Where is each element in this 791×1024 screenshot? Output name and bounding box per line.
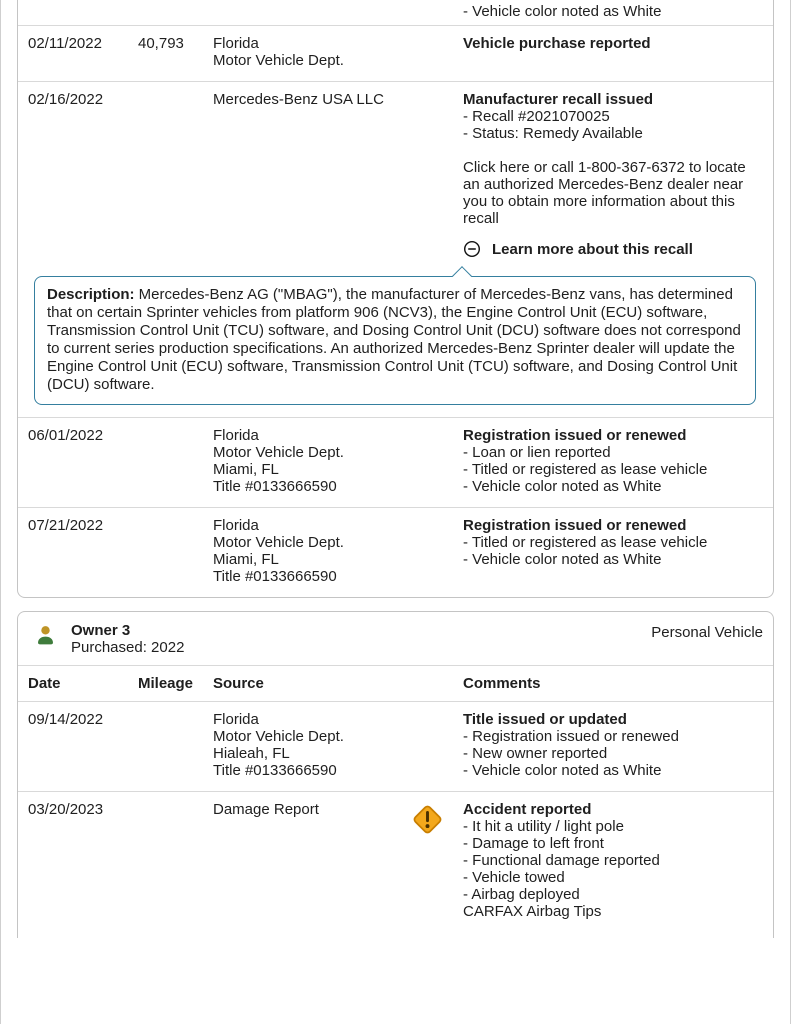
comments-cell: [463, 35, 765, 69]
recall-contact-paragraph: [463, 159, 763, 227]
bubble-caret: [452, 266, 472, 286]
source-cell: [213, 427, 463, 495]
text-line: - Recall #2021070025: [463, 108, 610, 125]
text-line: - Titled or registered as lease vehicle: [463, 461, 708, 478]
text-line: - Functional damage reported: [463, 852, 660, 869]
table-row-title-issued: [18, 702, 773, 792]
text-line: - Vehicle color noted as White: [463, 762, 662, 779]
text-line: Hialeah, FL: [213, 745, 290, 762]
comment-title: Manufacturer recall issued: [463, 91, 654, 108]
text-line: Miami, FL: [213, 551, 279, 568]
vehicle-type-label: Personal Vehicle: [651, 624, 763, 641]
mileage-cell: 40,793: [138, 35, 184, 52]
text-line: - Vehicle towed: [463, 869, 565, 886]
date-cell: 09/14/2022: [28, 711, 104, 728]
table-row-purchase: [18, 26, 773, 82]
date-cell: 02/16/2022: [28, 91, 104, 108]
date-cell: 07/21/2022: [28, 517, 104, 534]
source-cell: [213, 91, 463, 258]
header-mileage: Mileage: [138, 675, 194, 692]
text-line: Damage Report: [213, 801, 319, 818]
airbag-tips-link[interactable]: CARFAX Airbag Tips: [463, 903, 602, 920]
table-row-accident: [18, 792, 773, 938]
comment-details: [463, 534, 765, 568]
text-line: Miami, FL: [213, 461, 279, 478]
text-line: Title #0133666590: [213, 568, 337, 585]
source-cell: [213, 711, 463, 779]
comment-details: [463, 444, 765, 495]
text-line: - Vehicle color noted as White: [463, 478, 662, 495]
mileage-cell: [138, 3, 213, 20]
accident-warning-icon: [410, 802, 445, 837]
date-cell: 06/01/2022: [28, 427, 104, 444]
text-line: Title #0133666590: [213, 762, 337, 779]
table-header-row: [18, 666, 773, 702]
date-cell: 02/11/2022: [28, 35, 102, 52]
comment-title: Vehicle purchase reported: [463, 35, 651, 52]
text-line: - Damage to left front: [463, 835, 604, 852]
header-comments: Comments: [463, 675, 541, 692]
text-line: - It hit a utility / light pole: [463, 818, 624, 835]
owner3-header: [18, 612, 773, 666]
comments-cell: [463, 3, 765, 20]
source-cell: [213, 3, 463, 20]
text-line: Motor Vehicle Dept.: [213, 534, 344, 551]
header-source: Source: [213, 675, 264, 692]
comments-cell: [463, 91, 763, 258]
text-line: Motor Vehicle Dept.: [213, 444, 344, 461]
comment-title: Registration issued or renewed: [463, 427, 687, 444]
mileage-cell: [138, 801, 213, 920]
click-here-link[interactable]: Click here: [463, 159, 530, 176]
recall-description-bubble: [34, 276, 756, 405]
learn-more-label: Learn more about this recall: [492, 240, 693, 258]
text-line: - Vehicle color noted as White: [463, 551, 662, 568]
text-line: - Titled or registered as lease vehicle: [463, 534, 708, 551]
text-line: Florida: [213, 427, 259, 444]
owner-person-icon: [34, 624, 57, 647]
source-cell: [213, 35, 463, 69]
recall-description-bubble-row: [28, 258, 763, 405]
comment-title: Registration issued or renewed: [463, 517, 687, 534]
date-cell: [28, 3, 138, 20]
comment-line: - Vehicle color noted as White: [463, 3, 662, 20]
owner3-labels: [71, 622, 651, 656]
date-cell: 03/20/2023: [28, 801, 104, 818]
comments-cell: [463, 711, 765, 779]
text-line: Florida: [213, 711, 259, 728]
text-line: - New owner reported: [463, 745, 608, 762]
circle-minus-icon: [463, 240, 481, 258]
table-row-registration-2: [18, 508, 773, 597]
comment-title: Title issued or updated: [463, 711, 627, 728]
table-row-registration-1: [18, 418, 773, 508]
comments-cell: [463, 517, 765, 585]
text-line: Title #0133666590: [213, 478, 337, 495]
owner2-history-card: [17, 0, 774, 598]
comment-details: [463, 818, 765, 903]
text-line: Florida: [213, 517, 259, 534]
comments-cell: [463, 801, 765, 920]
comment-title: Accident reported: [463, 801, 592, 818]
text-line: - Registration issued or renewed: [463, 728, 679, 745]
text-line: - Loan or lien reported: [463, 444, 611, 461]
description-text: Mercedes-Benz AG ("MBAG"), the manufacturer of Mercedes-Benz vans, has determined that on certain Sprinter vehicles from platform 906 (NCV3), the Engine Control Unit (ECU) software, Transmission Control Unit (TCU) software, and Dosing Control Unit (DCU) software does not correspond to current series production specifications. An authorized Mercedes-Benz Sprinter dealer will update the Engine Control Unit (ECU) software, Transmission Control Unit (TCU) software, and Dosing Control Unit (DCU) software.: [47, 286, 741, 393]
text-line: Mercedes-Benz USA LLC: [213, 91, 384, 108]
mileage-cell: [138, 427, 213, 495]
table-row-recall: [18, 82, 773, 418]
owner3-card: [17, 611, 774, 938]
header-date: Date: [28, 675, 61, 692]
description-label: Description:: [47, 286, 135, 303]
text-line: Motor Vehicle Dept.: [213, 728, 344, 745]
mileage-cell: [138, 91, 213, 258]
recall-contact-text: or call 1-800-367-6372 to locate an authorized Mercedes-Benz dealer near you to obtain more information about this recall: [463, 159, 746, 227]
mileage-cell: [138, 517, 213, 585]
mileage-cell: [138, 711, 213, 779]
recall-details: [463, 108, 763, 142]
table-row-carryover: [18, 0, 773, 26]
text-line: Florida: [213, 35, 259, 52]
owner3-title: Owner 3: [71, 622, 131, 639]
comments-cell: [463, 427, 765, 495]
owner3-purchased: Purchased: 2022: [71, 639, 185, 656]
learn-more-toggle[interactable]: [463, 240, 763, 258]
comment-details: [463, 728, 765, 779]
text-line: Motor Vehicle Dept.: [213, 52, 344, 69]
text-line: - Airbag deployed: [463, 886, 580, 903]
source-cell: [213, 517, 463, 585]
text-line: - Status: Remedy Available: [463, 125, 643, 142]
